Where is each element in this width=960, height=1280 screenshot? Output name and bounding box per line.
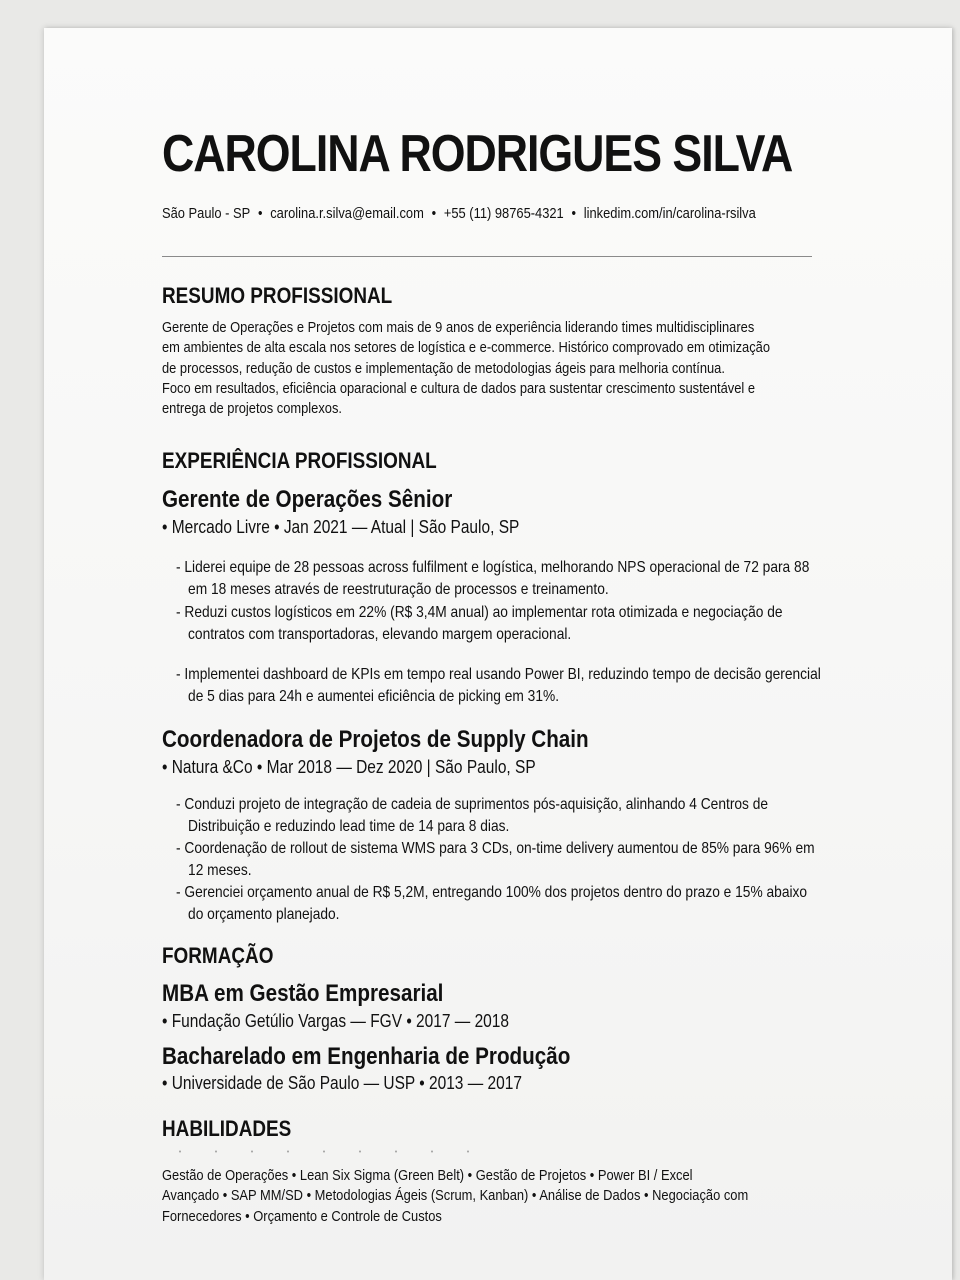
job-meta: • Mercado Livre • Jan 2021 — Atual | São Paulo, SP [162,517,520,537]
job-bullet: - Conduzi projeto de integração de cadeia de suprimentos pós-aquisição, alinhando 4 Centros de Distribuição e reduzindo lead time de 14 para 8 dias. [176,796,769,835]
job-bullet: - Reduzi custos logísticos em 22% (R$ 3,4M anual) ao implementar rota otimizada e negociação de contratos com transportadoras, elevando margem operacional. [176,604,783,643]
summary-line: Gerente de Operações e Projetos com mais de 9 anos de experiência liderando times multidisciplinares [162,319,755,336]
degree-title: MBA em Gestão Empresarial [162,980,444,1007]
job-title: Coordenadora de Projetos de Supply Chain [162,726,589,753]
contact-location: São Paulo - SP [162,205,251,222]
summary-line: de processos, redução de custos e implementação de metodologias ágeis para melhoria contínua. [162,359,725,377]
degree-title: Bacharelado em Engenharia de Produção [162,1043,571,1070]
summary-line: entrega de projetos complexos. [162,400,342,418]
skills-line: Avançado • SAP MM/SD • Metodologias Ágeis (Scrum, Kanban) • Análise de Dados • Negociação com [162,1187,749,1205]
section-heading-summary: RESUMO PROFISSIONAL [162,283,393,308]
job-bullet: - Liderei equipe de 28 pessoas across fulfilment e logística, melhorando NPS operacional de 72 para 88 em 18 meses através de reestruturação de processos e treinamento. [176,559,810,598]
degree-meta: • Universidade de São Paulo — USP • 2013 — 2017 [162,1073,522,1093]
section-heading-experience: EXPERIÊNCIA PROFISSIONAL [162,448,437,473]
section-heading-education: FORMAÇÃO [162,943,274,968]
summary-line: Foco em resultados, eficiência oparacional e cultura de dados para sustentar crescimento sustentável e [162,379,756,397]
summary-line: em ambientes de alta escala nos setores de logística e e-commerce. Histórico comprovado em otimização [162,339,771,357]
job-bullet: - Gerenciei orçamento anual de R$ 5,2M, entregando 100% dos projetos dentro do prazo e 15% abaixo do orçamento planejado. [176,884,808,923]
summary-text [162,318,816,419]
separator: • [257,205,263,222]
job-meta: • Natura &Co • Mar 2018 — Dez 2020 | São Paulo, SP [162,757,536,777]
contact-email: carolina.r.silva@email.com [270,205,424,222]
skills-text [162,1166,816,1227]
contact-linkedin: linkedim.com/in/carolina-rsilva [583,205,756,222]
job-bullet: - Coordenação de rollout de sistema WMS para 3 CDs, on-time delivery aumentou de 85% para 96% em 12 meses. [176,840,815,879]
contact-phone: +55 (11) 98765-4321 [443,205,564,222]
separator: • [431,205,437,222]
contact-line [162,205,756,222]
print-artifact [162,1150,482,1153]
job-title: Gerente de Operações Sênior [162,486,453,513]
skills-line: Gestão de Operações • Lean Six Sigma (Green Belt) • Gestão de Projetos • Power BI / Excel [162,1167,693,1184]
degree-meta: • Fundação Getúlio Vargas — FGV • 2017 — 2018 [162,1011,510,1031]
candidate-name: CAROLINA RODRIGUES SILVA [162,125,793,183]
job-bullet: - Implementei dashboard de KPIs em tempo real usando Power BI, reduzindo tempo de decisão gerencial de 5 dias para 24h e aumentei eficiência de picking em 31%. [176,666,821,705]
separator: • [571,205,577,222]
header-divider [162,256,812,257]
skills-line: Fornecedores • Orçamento e Controle de Custos [162,1207,442,1225]
section-heading-skills: HABILIDADES [162,1116,292,1141]
